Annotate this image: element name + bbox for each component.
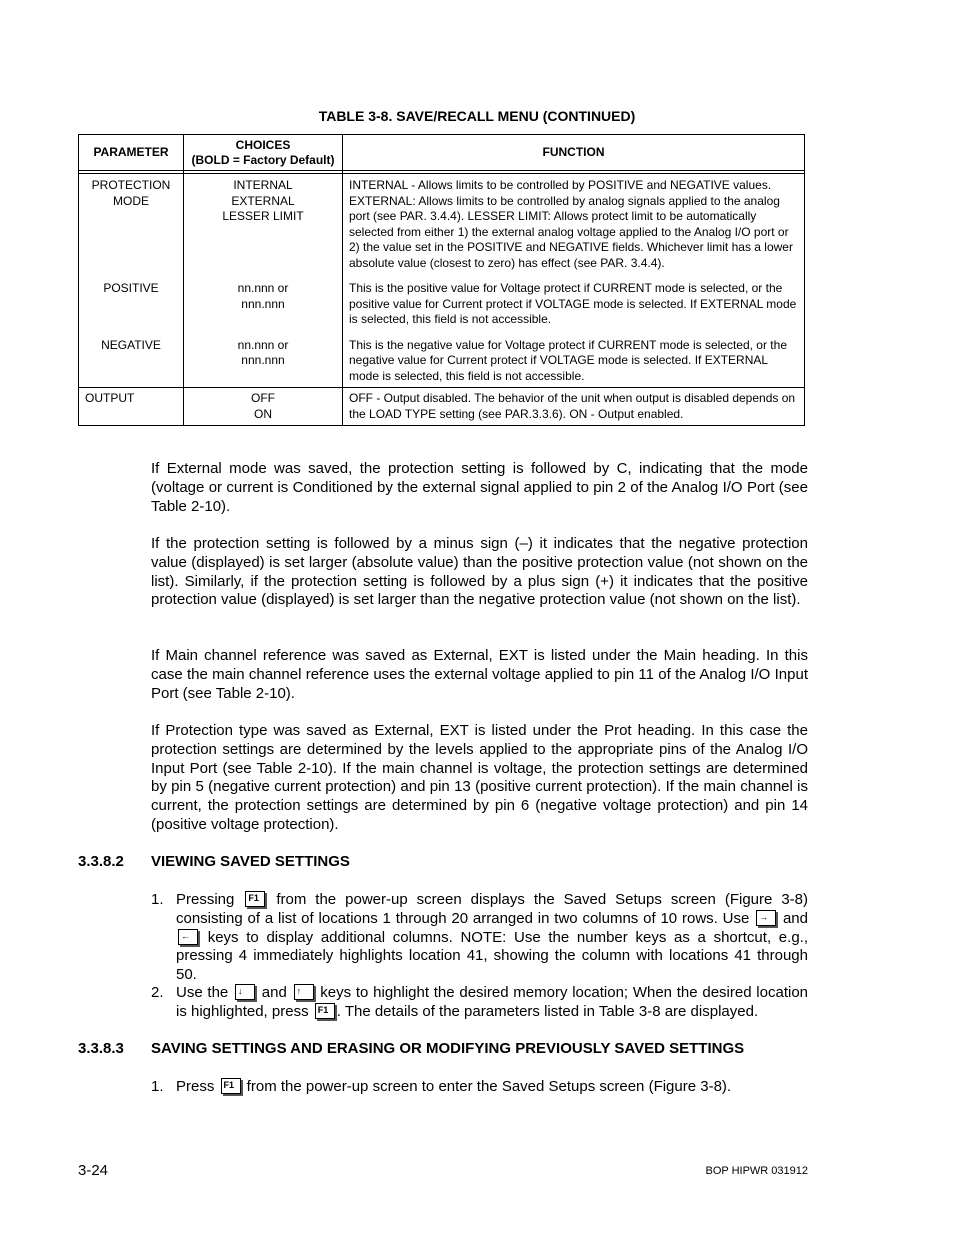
choice-line: EXTERNAL [231,193,295,208]
choices-cell [184,174,343,278]
section-number: 3.3.8.2 [78,853,124,870]
choices-cell [184,388,343,426]
page-number: 3-24 [78,1162,109,1179]
param-line: NEGATIVE [101,337,161,352]
param-line: PROTECTION [91,178,171,192]
list-item [151,1078,808,1097]
list-item [151,891,808,985]
param-line: POSITIVE [103,281,159,295]
param-cell [79,174,184,278]
list-text: Pressing F1 from the power-up screen displays the Saved Setups screen (Figure 3-8) consisting of a list of locations 1 through 20 arranged in two columns of 10 rows. Use → and ← keys to display additional columns. NOTE: Use the number keys as a shortcut, e.g., pressing 4 immediately highlights location 41, showing the column with locations 41 through 50. [176,891,809,984]
document-id: BOP HIPWR 031912 [705,1165,808,1177]
paragraph-main-channel: If Main channel reference was saved as External, EXT is listed under the Main heading. In this case the main channel reference uses the external voltage applied to pin 11 of the Analog I/O Input Port (see Table 2-10). [151,647,808,702]
param-cell [79,388,184,426]
list-number: 1. [151,891,164,908]
f1-key-icon: F1 [315,1003,335,1019]
function-cell: This is the positive value for Voltage protect if CURRENT mode is selected, or the positive value for Current protect if VOLTAGE mode is selected. If EXTERNAL mode is selected, this field is not accessible. [343,277,805,334]
save-recall-table [78,134,805,426]
paragraph-external-mode: If External mode was saved, the protection setting is followed by C, indicating that the mode (voltage or current is Conditioned by the external signal applied to pin 2 of the Analog I/O Port (see Table 2-10). [151,460,808,515]
function-cell: This is the negative value for Voltage protect if CURRENT mode is selected, or the negative value for Current protect if VOLTAGE mode is selected. If EXTERNAL mode is selected, this field is not accessible. [343,334,805,388]
right-arrow-key-icon: → [756,910,776,926]
choice-line: OFF [251,391,275,405]
choice-line: INTERNAL [233,178,293,192]
left-arrow-key-icon: ← [178,929,198,945]
header-function: FUNCTION [343,135,805,171]
section-title: VIEWING SAVED SETTINGS [151,853,350,870]
choices-cell [184,334,343,388]
function-cell: INTERNAL - Allows limits to be controlled by POSITIVE and NEGATIVE values. EXTERNAL: Allows limits to be controlled by analog signals applied to the analog port (see PAR. 3.4.4). LESSER LIMIT: Allows protect limit to be automatically selected from either 1) the external analog voltage applied to the Analog I/O port or 2) the value set in the POSITIVE and NEGATIVE fields. Whichever limit has a lower absolute value (closest to zero) has effect (see PAR. 3.4.4). [343,174,805,278]
header-choices-note: = Factory Default) [229,152,335,167]
list-item [151,984,808,1022]
list-text: Use the ↓ and ↑ keys to highlight the desired memory location; When the desired location is highlighted, press F1 . The details of the parameters listed in Table 3-8 are displayed. [176,984,809,1020]
choice-line: nnn.nnn [241,353,285,367]
choice-line: nnn.nnn [241,296,285,311]
function-cell: OFF - Output disabled. The behavior of the unit when output is disabled depends on the LOAD TYPE setting (see PAR.3.3.6). ON - Output enabled. [343,388,805,426]
list-text: Press F1 from the power-up screen to enter the Saved Setups screen (Figure 3-8). [176,1078,732,1095]
table-row [79,388,805,426]
section-heading-saving [78,1040,744,1057]
choice-line: nn.nnn or [237,281,289,295]
section-heading-viewing [78,853,350,870]
down-arrow-key-icon: ↓ [235,984,255,1000]
choice-line: nn.nnn or [237,337,289,352]
paragraph-minus-sign: If the protection setting is followed by a minus sign (–) it indicates that the negative protection value (displayed) is set larger (absolute value) than the positive protection value (not shown on the list). Similarly, if the protection setting is followed by a plus sign (+) it indicates that the positive protection value (displayed) is set larger than the negative protection value (not shown on the list). [151,535,808,609]
table-row [79,174,805,278]
choice-line: ON [254,406,272,421]
header-choices-open: ( [191,152,196,167]
header-choices-label: CHOICES [235,137,291,152]
f1-key-icon: F1 [245,891,265,907]
list-number: 1. [151,1078,164,1095]
param-line: OUTPUT [85,391,135,405]
table-caption: TABLE 3-8. SAVE/RECALL MENU (CONTINUED) [318,108,636,124]
table-row [79,334,805,388]
header-choices-bold: BOLD [195,152,230,167]
section-number: 3.3.8.3 [78,1040,124,1057]
paragraph-protection-type: If Protection type was saved as External, EXT is listed under the Prot heading. In this case the protection settings are determined by the levels applied to the appropriate pins of the Analog I/O Input Port (see Table 2-10). If the main channel is voltage, the protection settings are determined by pin 5 (negative current protection) and pin 13 (positive current protection). If the main channel is current, the protection settings are determined by pin 6 (negative voltage protection) and pin 14 (positive voltage protection). [151,722,808,833]
section-title: SAVING SETTINGS AND ERASING OR MODIFYING PREVIOUSLY SAVED SETTINGS [151,1040,745,1057]
choices-cell [184,277,343,334]
header-choices [184,135,343,171]
table-row [79,277,805,334]
up-arrow-key-icon: ↑ [294,984,314,1000]
choice-line: LESSER LIMIT [222,209,304,223]
f1-key-icon: F1 [221,1078,241,1094]
list-number: 2. [151,984,164,1001]
param-cell [79,334,184,388]
param-cell [79,277,184,334]
param-line: MODE [113,193,149,208]
header-parameter: PARAMETER [79,135,184,171]
